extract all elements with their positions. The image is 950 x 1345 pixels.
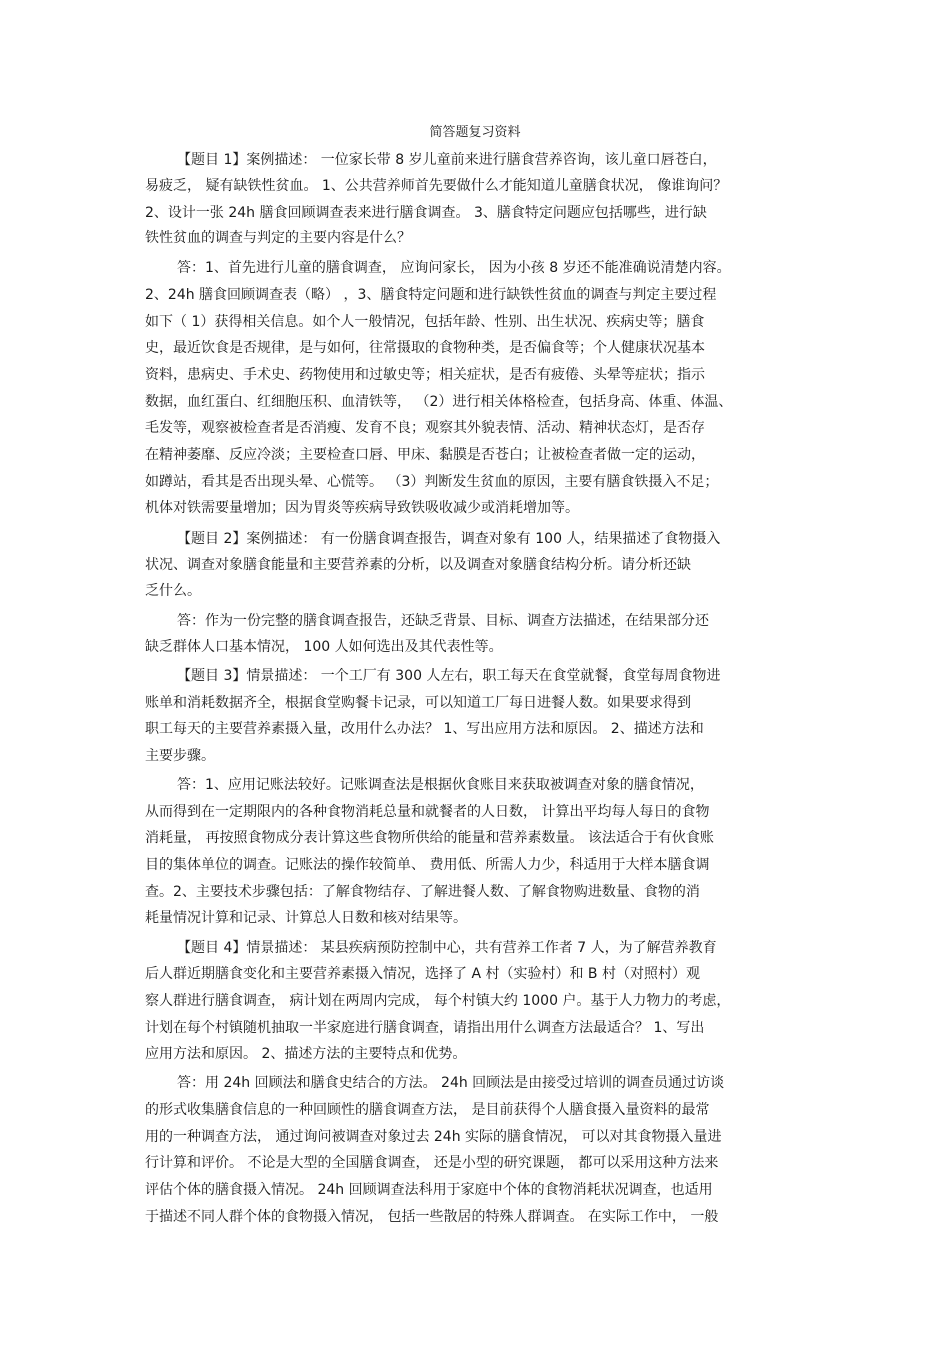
text-line: 查。2、主要技术步骤包括：了解食物结存、了解进餐人数、了解食物购进数量、食物的消 — [145, 884, 700, 900]
text-line: 2、设计一张 24h 膳食回顾调查表来进行膳食调查。 3、膳食特定问题应包括哪些，进行缺 — [145, 205, 707, 221]
text-line: 从而得到在一定期限内的各种食物消耗总量和就餐者的人日数， 计算出平均每人每日的食物 — [145, 804, 710, 820]
text-line: 2、24h 膳食回顾调查表（略） ，3、膳食特定问题和进行缺铁性贫血的调查与判定主要过程 — [145, 287, 717, 303]
text-line: 【题目 1】案例描述： 一位家长带 8 岁儿童前来进行膳食营养咨询，该儿童口唇苍白， — [177, 152, 717, 168]
text-line: 如蹲站，看其是否出现头晕、心慌等。 （3）判断发生贫血的原因，主要有膳食铁摄入不足； — [145, 474, 719, 490]
text-line: 主要步骤。 — [145, 748, 215, 764]
document-title: 简答题复习资料 — [429, 125, 521, 140]
text-line: 答：1、首先进行儿童的膳食调查， 应询问家长， 因为小孩 8 岁还不能准确说清楚内容。 — [177, 260, 731, 276]
text-line: 缺乏群体人口基本情况， 100 人如何选出及其代表性等。 — [145, 639, 503, 655]
text-line: 行计算和评价。 不论是大型的全国膳食调查， 还是小型的研究课题， 都可以采用这种方法来 — [145, 1155, 719, 1171]
text-line: 如下（ 1）获得相关信息。如个人一般情况，包括年龄、性别、出生状况、疾病史等；膳食 — [145, 314, 705, 330]
text-line: 数据，血红蛋白、红细胞压积、血清铁等， （2）进行相关体格检查，包括身高、体重、体温、 — [145, 394, 733, 410]
text-line: 资料，患病史、手术史、药物使用和过敏史等；相关症状，是否有疲倦、头晕等症状；指示 — [145, 367, 705, 383]
text-line: 易疲乏， 疑有缺铁性贫血。 1、公共营养师首先要做什么才能知道儿童膳食状况， 像谁询问？ — [145, 178, 728, 194]
text-line: 消耗量， 再按照食物成分表计算这些食物所供给的能量和营养素数量。 该法适合于有伙食账 — [145, 830, 714, 846]
text-line: 答：作为一份完整的膳食调查报告，还缺乏背景、目标、调查方法描述，在结果部分还 — [177, 613, 709, 629]
text-line: 应用方法和原因。 2、描述方法的主要特点和优势。 — [145, 1046, 467, 1062]
text-line: 评估个体的膳食摄入情况。 24h 回顾调查法科用于家庭中个体的食物消耗状况调查，也适用 — [145, 1182, 713, 1198]
text-line: 用的一种调查方法， 通过询问被调查对象过去 24h 实际的膳食情况， 可以对其食物摄入量进 — [145, 1129, 722, 1145]
text-line: 目的集体单位的调查。记账法的操作较简单、 费用低、所需人力少，科适用于大样本膳食调 — [145, 857, 710, 873]
text-line: 【题目 3】情景描述： 一个工厂有 300 人左右，职工每天在食堂就餐，食堂每周食物进 — [177, 668, 721, 684]
text-line: 账单和消耗数据齐全，根据食堂购餐卡记录，可以知道工厂每日进餐人数。如果要求得到 — [145, 695, 691, 711]
text-line: 职工每天的主要营养素摄入量，改用什么办法？ 1、写出应用方法和原因。 2、描述方法和 — [145, 721, 704, 737]
text-line: 【题目 4】情景描述： 某县疾病预防控制中心，共有营养工作者 7 人，为了解营养教育 — [177, 940, 717, 956]
text-line: 状况、调查对象膳食能量和主要营养素的分析，以及调查对象膳食结构分析。请分析还缺 — [145, 557, 691, 573]
text-line: 乏什么。 — [145, 583, 201, 599]
text-line: 史，最近饮食是否规律，是与如何，往常摄取的食物种类，是否偏食等；个人健康状况基本 — [145, 340, 705, 356]
text-line: 答：1、应用记账法较好。记账调查法是根据伙食账目来获取被调查对象的膳食情况， — [177, 777, 704, 793]
text-line: 的形式收集膳食信息的一种回顾性的膳食调查方法， 是目前获得个人膳食摄入量资料的最常 — [145, 1102, 710, 1118]
text-line: 后人群近期膳食变化和主要营养素摄入情况，选择了 A 村（实验村）和 B 村（对照村）观 — [145, 966, 700, 982]
text-line: 机体对铁需要量增加；因为胃炎等疾病导致铁吸收减少或消耗增加等。 — [145, 500, 579, 516]
text-line: 察人群进行膳食调查， 病计划在两周内完成， 每个村镇大约 1000 户。基于人力物力的考虑， — [145, 993, 731, 1009]
text-line: 铁性贫血的调查与判定的主要内容是什么？ — [145, 230, 411, 246]
text-line: 答：用 24h 回顾法和膳食史结合的方法。 24h 回顾法是由接受过培训的调查员通过访谈 — [177, 1075, 725, 1091]
text-line: 在精神萎靡、反应冷淡；主要检查口唇、甲床、黏膜是否苍白；让被检查者做一定的运动， — [145, 447, 705, 463]
text-line: 毛发等，观察被检查者是否消瘦、发育不良；观察其外貌表情、活动、精神状态灯，是否存 — [145, 420, 705, 436]
text-line: 计划在每个村镇随机抽取一半家庭进行膳食调查，请指出用什么调查方法最适合？ 1、写出 — [145, 1020, 705, 1036]
text-line: 于描述不同人群个体的食物摄入情况， 包括一些散居的特殊人群调查。 在实际工作中， 一般 — [145, 1209, 719, 1225]
text-line: 【题目 2】案例描述： 有一份膳食调查报告，调查对象有 100 人，结果描述了食物摄入 — [177, 531, 721, 547]
text-line: 耗量情况计算和记录、计算总人日数和核对结果等。 — [145, 910, 467, 926]
